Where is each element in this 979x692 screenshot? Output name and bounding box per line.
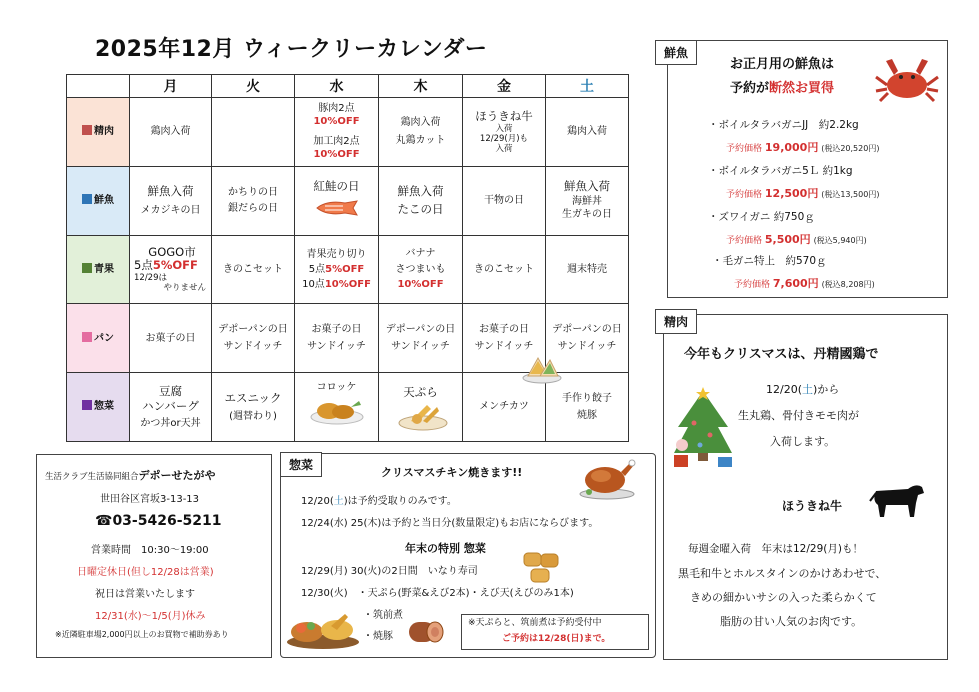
cell-text: お菓子の日 (479, 323, 529, 335)
cell-veg-thu (379, 235, 463, 304)
cell-text: (週替わり) (229, 411, 277, 423)
store-holiday-note: 祝日は営業いたします (95, 589, 195, 600)
cell-text: 週末特売 (567, 263, 607, 275)
nenmatsu-title: 年末の特別 惣菜 (405, 542, 486, 555)
veg-square-icon (82, 263, 92, 273)
beef-line-2: 黒毛和牛とホルスタインのかけあわせで、 (678, 567, 887, 580)
cell-text: サンドイッチ (223, 341, 283, 353)
cell-text: 鶏肉入荷 (567, 126, 607, 138)
cell-text: 鮮魚入荷 (564, 179, 610, 194)
cell-text: 紅鮭の日 (313, 178, 360, 193)
day-tue: 火 (212, 75, 295, 98)
store-holiday: 日曜定休日(但し12/28は営業) (77, 567, 214, 578)
weekly-calendar (66, 74, 629, 442)
crab-icon (874, 55, 940, 107)
highlight-text: 断然お買得 (769, 81, 835, 96)
cell-text: メカジキの日 (140, 204, 201, 216)
cell-text: デポーパンの日 (385, 323, 456, 335)
cell-text: 海鮮丼 (572, 195, 602, 207)
beef-line-3: きめの細かいサシの入った柔らかくて (690, 591, 877, 604)
discount-text: 10%OFF (313, 116, 360, 128)
row-label-deli (67, 373, 130, 442)
yakibuta-icon (405, 614, 445, 648)
discount-text: 5%OFF (325, 263, 365, 275)
fish-headline-1: お正月用の鮮魚は (730, 57, 835, 72)
text: 12/20( (766, 383, 802, 396)
row-veg (67, 235, 629, 304)
chikuzenni-icon (285, 604, 361, 650)
cell-text: お菓子の日 (145, 332, 196, 344)
fish-item-price (726, 231, 867, 247)
meat-tag: 精肉 (655, 309, 697, 334)
cell-text: デポーパンの日 (218, 323, 288, 335)
store-org-line (45, 467, 216, 483)
cell-text: ほうきね牛 (475, 108, 533, 123)
tax-text: (税込8,208円) (821, 280, 875, 289)
text: )は予約受取りのみです。 (343, 496, 457, 507)
cell-text: 干物の日 (484, 194, 524, 206)
xmas-line-2: 12/24(水) 25(木)は予約と当日分(数量限定)もお店にならびます。 (301, 518, 599, 529)
fish-square-icon (82, 194, 92, 204)
cell-text: GOGO市 (148, 244, 196, 259)
xmas-chicken-title: クリスマスチキン焼きます!! (381, 466, 523, 479)
cell-text: 豚肉2点 (318, 102, 355, 114)
cell-text: エスニック (224, 390, 282, 405)
cell-fish-tue (212, 166, 295, 235)
cell-text: 10点 (302, 278, 325, 290)
cow-icon (868, 479, 926, 521)
price-text: 7,600円 (772, 277, 819, 290)
store-org: 生活クラブ生活協同組合 (45, 472, 139, 482)
cell-text: 銀だらの日 (228, 203, 278, 215)
cell-text: メンチカツ (479, 401, 529, 413)
store-hours: 営業時間 10:30～19:00 (91, 545, 209, 556)
cell-text: 入荷 (495, 143, 513, 154)
meat-date-line (766, 381, 839, 397)
cell-meat-fri (463, 98, 546, 167)
meat-line-3: 入荷します。 (770, 435, 836, 448)
discount-text: 10%OFF (313, 149, 360, 161)
beef-line-1: 毎週金曜入荷 年末は12/29(月)も！ (688, 543, 863, 555)
xmas-line-1 (301, 492, 457, 507)
row-label-fish (67, 166, 130, 235)
cell-veg-sat (546, 235, 629, 304)
tempura-icon (393, 401, 449, 431)
discount-text: 10%OFF (397, 279, 444, 291)
cell-text: ハンバーグ (142, 399, 199, 414)
fish-headline-2 (730, 77, 834, 96)
reservation-note-box (461, 614, 649, 650)
row-label-veg (67, 235, 130, 304)
row-label-meat (67, 98, 130, 167)
cell-text: お菓子の日 (311, 323, 362, 335)
row-label-text: 青果 (94, 263, 114, 275)
nenmatsu-line-4: ・焼豚 (363, 631, 393, 642)
cell-text: きのこセット (223, 263, 283, 275)
cell-text: 焼豚 (577, 410, 597, 422)
cell-text: さつまいも (395, 263, 446, 275)
tax-text: (税込13,500円) (821, 190, 880, 199)
cell-meat-wed (295, 98, 379, 167)
deli-square-icon (82, 400, 92, 410)
cell-text: 天ぷら (403, 385, 438, 400)
salmon-icon (315, 198, 359, 218)
cell-meat-mon (130, 98, 212, 167)
text: 予約価格 (726, 190, 763, 200)
meat-headline: 今年もクリスマスは、丹精國鶏で (684, 347, 879, 362)
nenmatsu-line-2: 12/30(火) ・天ぷら(野菜&えび2本)・えび天(えびのみ1本) (301, 588, 574, 599)
cell-bread-thu (379, 304, 463, 373)
nenmatsu-line-3: ・筑前煮 (363, 610, 403, 621)
cell-meat-thu (379, 98, 463, 167)
tax-text: (税込20,520円) (821, 144, 880, 153)
row-label-bread (67, 304, 130, 373)
cell-text: 丸鶏カット (395, 134, 446, 146)
page-title: 2025年12月 ウィークリーカレンダー (95, 37, 488, 62)
cell-text: 入荷 (495, 123, 513, 134)
cell-fish-mon (130, 166, 212, 235)
note-deadline: ご予約は12/28(日)まで。 (502, 634, 611, 644)
text: 予約が (730, 81, 770, 96)
meat-square-icon (82, 125, 92, 135)
text: )から (813, 383, 840, 396)
cell-meat-tue (212, 98, 295, 167)
cell-text: かちりの日 (228, 186, 278, 198)
beef-line-4: 脂肪の甘い人気のお肉です。 (720, 615, 863, 628)
fish-item-name: ・ボイルタラバガニJJ 約2.2kg (708, 119, 859, 131)
cell-text: 生ガキの日 (562, 209, 612, 221)
cell-text: サンドイッチ (557, 341, 617, 353)
cell-deli-tue (212, 373, 295, 442)
store-name: デポーせたがや (138, 469, 216, 482)
cell-text: 5点 (308, 263, 326, 275)
fish-item-price (726, 185, 879, 201)
cell-text: たこの日 (397, 202, 444, 217)
cell-text: 豆腐 (159, 384, 182, 399)
croquette-icon (309, 395, 365, 425)
cell-fish-thu (379, 166, 463, 235)
inari-sushi-icon (521, 550, 561, 586)
deli-tag: 惣菜 (280, 452, 322, 477)
cell-text: サンドイッチ (474, 341, 534, 353)
cell-text: バナナ (405, 248, 436, 260)
cell-fish-sat (546, 166, 629, 235)
saturday-text: 土 (802, 383, 813, 396)
text: 予約価格 (726, 144, 763, 154)
cell-text: 鮮魚入荷 (397, 183, 444, 198)
cell-text: 鶏肉入荷 (400, 117, 441, 129)
row-label-text: 惣菜 (94, 401, 114, 413)
cell-text: サンドイッチ (391, 341, 450, 353)
cell-text: かつ丼or天丼 (140, 418, 201, 430)
day-sat: 土 (546, 75, 629, 98)
cell-text: 加工肉2点 (313, 135, 360, 147)
cell-text: 青果売り切り (306, 248, 367, 260)
cell-veg-mon (130, 235, 212, 304)
discount-text: 10%OFF (324, 278, 371, 290)
day-thu: 木 (379, 75, 463, 98)
cell-bread-tue (212, 304, 295, 373)
cell-deli-wed (295, 373, 379, 442)
cell-text: コロッケ (316, 382, 357, 394)
cell-text: 手作り餃子 (562, 392, 612, 404)
row-fish (67, 166, 629, 235)
tax-text: (税込5,940円) (813, 236, 867, 245)
cell-deli-mon (130, 373, 212, 442)
row-label-text: パン (94, 332, 114, 344)
cell-fish-fri (463, 166, 546, 235)
cell-meat-sat (546, 98, 629, 167)
discount-text: 5%OFF (152, 258, 198, 273)
day-wed: 水 (295, 75, 379, 98)
store-parking: ※近隣駐車場2,000円以上のお買物で補助券あり (55, 630, 229, 639)
deli-box (280, 453, 656, 658)
cell-text: 12/29(月)も (479, 133, 529, 144)
price-text: 12,500円 (764, 187, 819, 200)
cell-text: 鮮魚入荷 (147, 184, 194, 199)
fish-box (667, 40, 948, 298)
store-closed: 12/31(水)～1/5(月)休み (95, 611, 206, 622)
fish-item-name: ・ズワイガニ 約750ｇ (708, 211, 815, 223)
christmas-tree-icon (670, 387, 736, 471)
meat-box (663, 314, 948, 660)
cell-text: 鶏肉入荷 (150, 126, 191, 138)
cell-bread-wed (295, 304, 379, 373)
row-label-text: 鮮魚 (94, 194, 114, 206)
cell-text: デポーパンの日 (552, 323, 622, 335)
sandwich-icon (522, 352, 562, 384)
row-meat (67, 98, 629, 167)
cell-veg-fri (463, 235, 546, 304)
beef-title: ほうきね牛 (782, 499, 843, 513)
cell-text: やりません (163, 283, 206, 294)
fish-item-price (726, 139, 879, 155)
nenmatsu-line-1: 12/29(月) 30(火)の2日間 いなり寿司 (301, 566, 478, 577)
calendar-header-row (67, 75, 629, 98)
store-phone[interactable]: ☎03-5426-5211 (95, 513, 222, 529)
corner-cell (67, 75, 130, 98)
cell-text: きのこセット (474, 263, 534, 275)
cell-veg-wed (295, 235, 379, 304)
roast-chicken-icon (579, 458, 637, 500)
cell-fish-wed (295, 166, 379, 235)
cell-text: 5点 (134, 258, 153, 273)
text: 12/20( (301, 496, 334, 507)
cell-bread-mon (130, 304, 212, 373)
day-fri: 金 (463, 75, 546, 98)
cell-text: 12/29は (134, 273, 167, 284)
bread-square-icon (82, 332, 92, 342)
note-text: ※天ぷらと、筑前煮は予約受付中 (468, 618, 602, 628)
store-address: 世田谷区宮坂3-13-13 (100, 494, 200, 505)
fish-item-name: ・ボイルタラバガニ5Ｌ 約1kg (708, 165, 853, 177)
fish-tag: 鮮魚 (655, 40, 697, 65)
fish-item-price (734, 275, 875, 291)
price-text: 5,500円 (764, 233, 811, 246)
text: 予約価格 (734, 280, 771, 290)
day-mon: 月 (130, 75, 212, 98)
cell-text: サンドイッチ (307, 341, 366, 353)
row-label-text: 精肉 (94, 126, 114, 138)
cell-deli-thu (379, 373, 463, 442)
fish-item-name: ・毛ガニ特上 約570ｇ (712, 255, 827, 267)
saturday-text: 土 (333, 496, 344, 507)
price-text: 19,000円 (764, 141, 819, 154)
text: 予約価格 (726, 236, 763, 246)
store-info-box (36, 454, 272, 658)
meat-line-2: 生丸鶏、骨付きモモ肉が (738, 409, 859, 422)
cell-veg-tue (212, 235, 295, 304)
